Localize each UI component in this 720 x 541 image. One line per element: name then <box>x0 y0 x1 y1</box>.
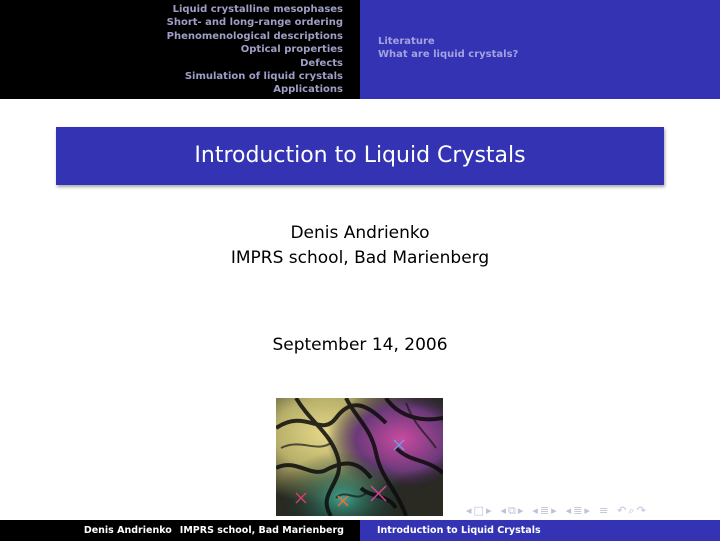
section-link-ordering[interactable]: Short- and long-range ordering <box>166 17 343 29</box>
author-name: Denis Andrienko <box>290 223 430 243</box>
section-link-phenomenological[interactable]: Phenomenological descriptions <box>166 30 343 42</box>
section-link-simulation[interactable]: Simulation of liquid crystals <box>184 71 343 83</box>
nav-section-group <box>532 505 556 516</box>
header-bar <box>0 0 720 99</box>
nav-frame-prev-icon[interactable]: ◂ <box>466 503 472 517</box>
nav-section-next-icon[interactable]: ▸ <box>551 503 557 517</box>
nav-document-icon[interactable]: ≣ <box>573 503 583 517</box>
nav-section-icon[interactable]: ≣ <box>539 503 550 517</box>
nav-section-prev-icon[interactable]: ◂ <box>532 503 538 517</box>
nav-document-next-icon[interactable]: ▸ <box>584 503 590 517</box>
subsection-list <box>378 35 518 62</box>
section-list <box>167 3 343 97</box>
slide-title: Introduction to Liquid Crystals <box>194 143 526 168</box>
nav-search-group <box>617 505 646 516</box>
nav-subsection-icon[interactable]: ⧉ <box>508 503 516 517</box>
nav-forward-icon[interactable]: ↷ <box>636 503 646 517</box>
schlieren-texture-image <box>276 398 443 516</box>
nav-document-prev-icon[interactable]: ◂ <box>565 503 572 517</box>
subsection-link-literature[interactable]: Literature <box>378 36 435 47</box>
author-block <box>0 221 720 271</box>
nav-document-group <box>566 505 590 516</box>
footer-title-panel <box>360 520 720 541</box>
section-link-mesophases[interactable]: Liquid crystalline mesophases <box>172 4 343 15</box>
footer-bar <box>0 520 720 541</box>
header-sections-panel <box>0 0 360 99</box>
section-link-applications[interactable]: Applications <box>273 84 343 96</box>
nav-back-icon[interactable]: ↶ <box>617 503 627 517</box>
footer-author-panel <box>0 520 360 541</box>
subsection-link-what-are-lc[interactable]: What are liquid crystals? <box>378 49 519 61</box>
header-subsections-panel <box>360 0 720 99</box>
nav-frame-icon[interactable]: □ <box>473 503 484 517</box>
footer-author: Denis Andrienko <box>83 525 172 536</box>
title-box <box>56 127 664 185</box>
nav-subsection-group <box>500 505 523 516</box>
footer-title: Introduction to Liquid Crystals <box>377 525 541 536</box>
author-institute: IMPRS school, Bad Marienberg <box>230 248 490 268</box>
nav-subsection-prev-icon[interactable]: ◂ <box>500 503 506 517</box>
beamer-navigation <box>466 501 652 519</box>
section-link-optical[interactable]: Optical properties <box>240 44 343 56</box>
footer-institute: IMPRS school, Bad Marienberg <box>179 525 344 536</box>
nav-appendix-icon[interactable]: ≡ <box>598 503 609 517</box>
nav-search-icon[interactable]: ⌕ <box>628 503 635 517</box>
presentation-date: September 14, 2006 <box>272 335 448 355</box>
nav-subsection-next-icon[interactable]: ▸ <box>517 503 524 517</box>
nav-frame-next-icon[interactable]: ▸ <box>485 503 492 517</box>
section-link-defects[interactable]: Defects <box>300 57 343 69</box>
nav-frame-group <box>466 505 491 516</box>
nav-appendix-group <box>599 505 608 516</box>
